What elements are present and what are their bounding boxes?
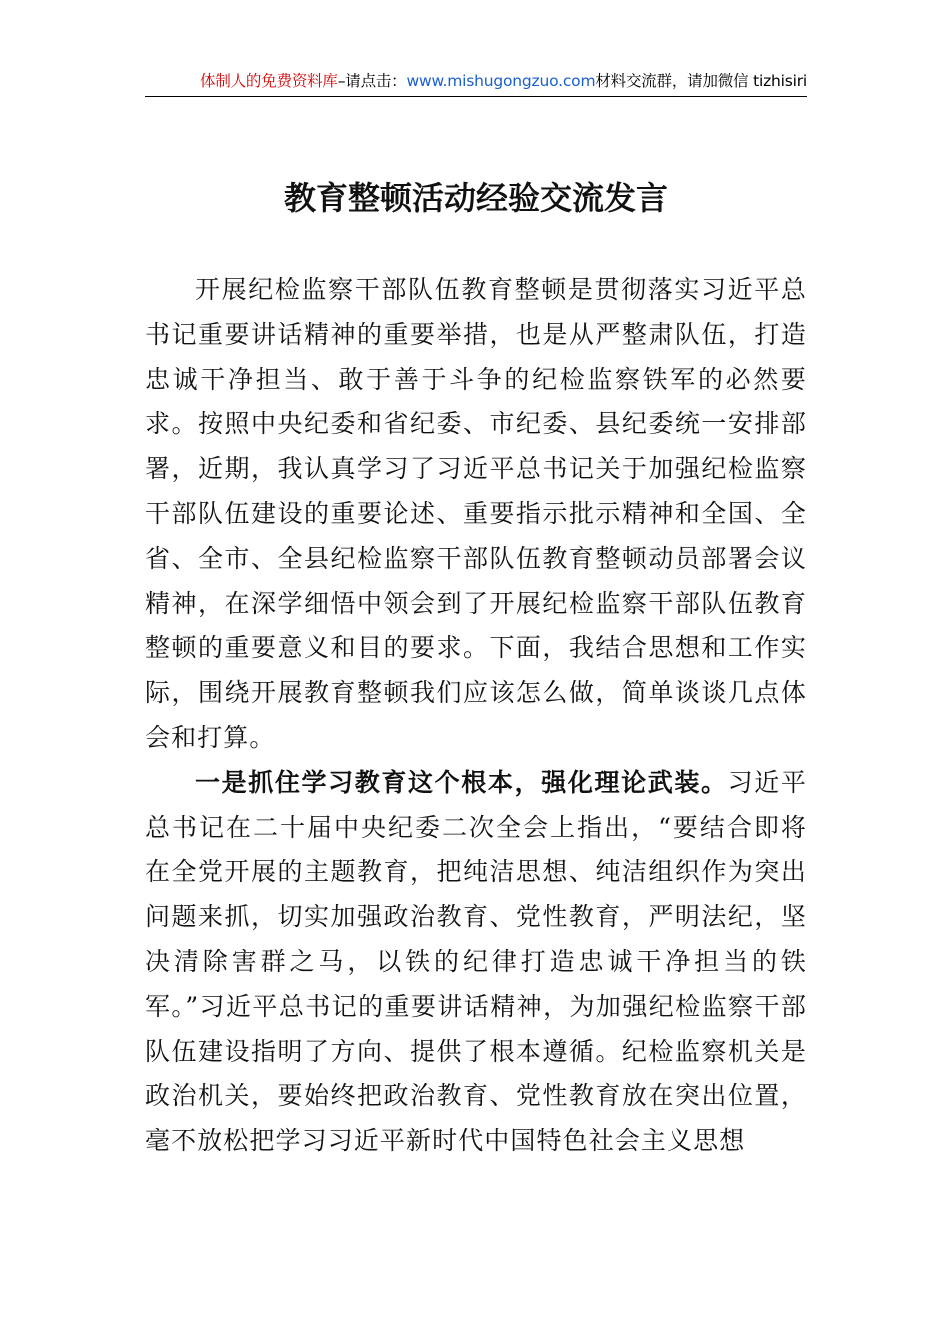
paragraph-1-text: 开展纪检监察干部队伍教育整顿是贯彻落实习近平总书记重要讲话精神的重要举措，也是从严整肃队伍，打造忠诚干净担当、敢于善于斗争的纪检监察铁军的必然要求。按照中央纪委和省纪委、市纪委、县纪委统一安排部署，近期，我认真学习了习近平总书记关于加强纪检监察干部队伍建设的重要论述、重要指示批示精神和全国、全省、全市、全县纪检监察干部队伍教育整顿动员部署会议精神，在深学细悟中领会到了开展纪检监察干部队伍教育整顿的重要意义和目的要求。下面，我结合思想和工作实际，围绕开展教育整顿我们应该怎么做，简单谈谈几点体会和打算。 — [145, 275, 807, 752]
header-contact-note: 材料交流群，请加微信 tizhisiri — [595, 72, 807, 90]
paragraph-2-text: 习近平总书记在二十届中央纪委二次全会上指出，“要结合即将在全党开展的主题教育，把纯洁思想、纯洁组织作为突出问题来抓，切实加强政治教育、党性教育，严明法纪，坚决清除害群之马，以铁的纪律打造忠诚干净担当的铁军。”习近平总书记的重要讲话精神，为加强纪检监察干部队伍建设指明了方向、提供了根本遵循。纪检监察机关是政治机关，要始终把政治教育、党性教育放在突出位置，毫不放松把学习习近平新时代中国特色社会主义思想 — [145, 767, 807, 1156]
header-prompt: –请点击： — [337, 72, 407, 90]
paragraph-1 — [145, 268, 807, 761]
document-body — [145, 268, 807, 1164]
page-header — [145, 68, 807, 94]
paragraph-2 — [145, 761, 807, 1164]
header-divider — [145, 96, 807, 97]
header-brand[interactable]: 体制人的免费资料库 — [200, 72, 338, 90]
paragraph-2-lead: 一是抓住学习教育这个根本，强化理论武装。 — [195, 767, 728, 797]
document-title: 教育整顿活动经验交流发言 — [283, 179, 668, 217]
header-url-link[interactable]: www.mishugongzuo.com — [406, 72, 596, 90]
